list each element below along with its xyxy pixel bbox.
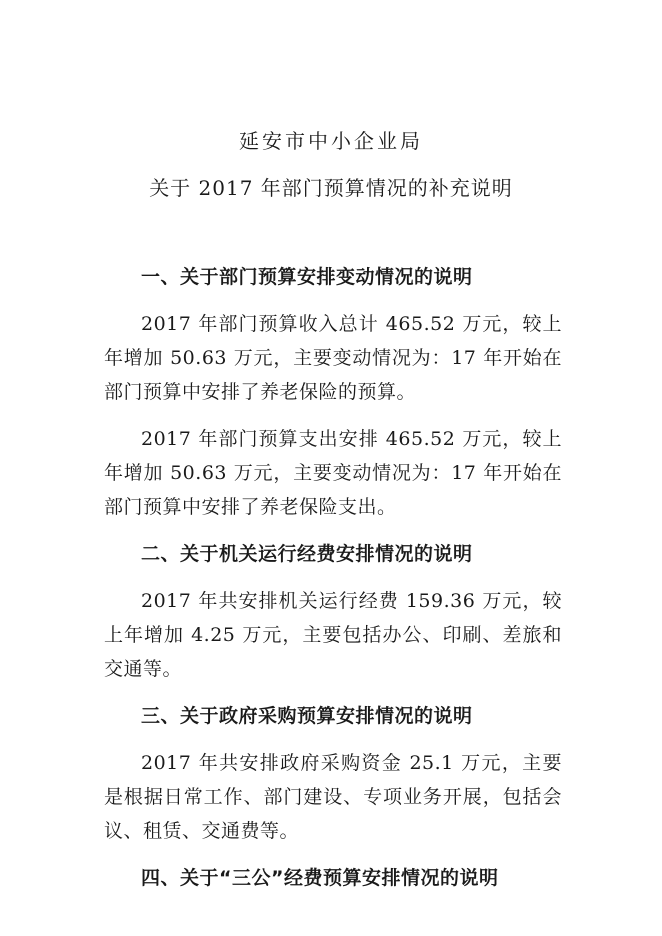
section-1-heading: 一、关于部门预算安排变动情况的说明 xyxy=(141,266,473,288)
section-2-heading: 二、关于机关运行经费安排情况的说明 xyxy=(141,543,473,565)
section-3-paragraph-1: 2017 年共安排政府采购资金 25.1 万元，主要是根据日常工作、部门建设、专项业务开展，包括会议、租赁、交通费等。 xyxy=(104,752,562,842)
section-2-paragraph-1: 2017 年共安排机关运行经费 159.36 万元，较上年增加 4.25 万元，主要包括办公、印刷、差旅和交通等。 xyxy=(104,590,562,680)
section-4-heading: 四、关于“三公”经费预算安排情况的说明 xyxy=(141,867,499,889)
document-subtitle: 关于 2017 年部门预算情况的补充说明 xyxy=(149,176,513,200)
section-3-heading: 三、关于政府采购预算安排情况的说明 xyxy=(141,705,473,727)
section-1-paragraph-1: 2017 年部门预算收入总计 465.52 万元，较上年增加 50.63 万元，主要变动情况为：17 年开始在部门预算中安排了养老保险的预算。 xyxy=(104,313,562,403)
section-1-paragraph-2: 2017 年部门预算支出安排 465.52 万元，较上年增加 50.63 万元，主要变动情况为：17 年开始在部门预算中安排了养老保险支出。 xyxy=(104,428,562,518)
document-title: 延安市中小企业局 xyxy=(239,129,423,153)
document-body xyxy=(104,260,562,895)
